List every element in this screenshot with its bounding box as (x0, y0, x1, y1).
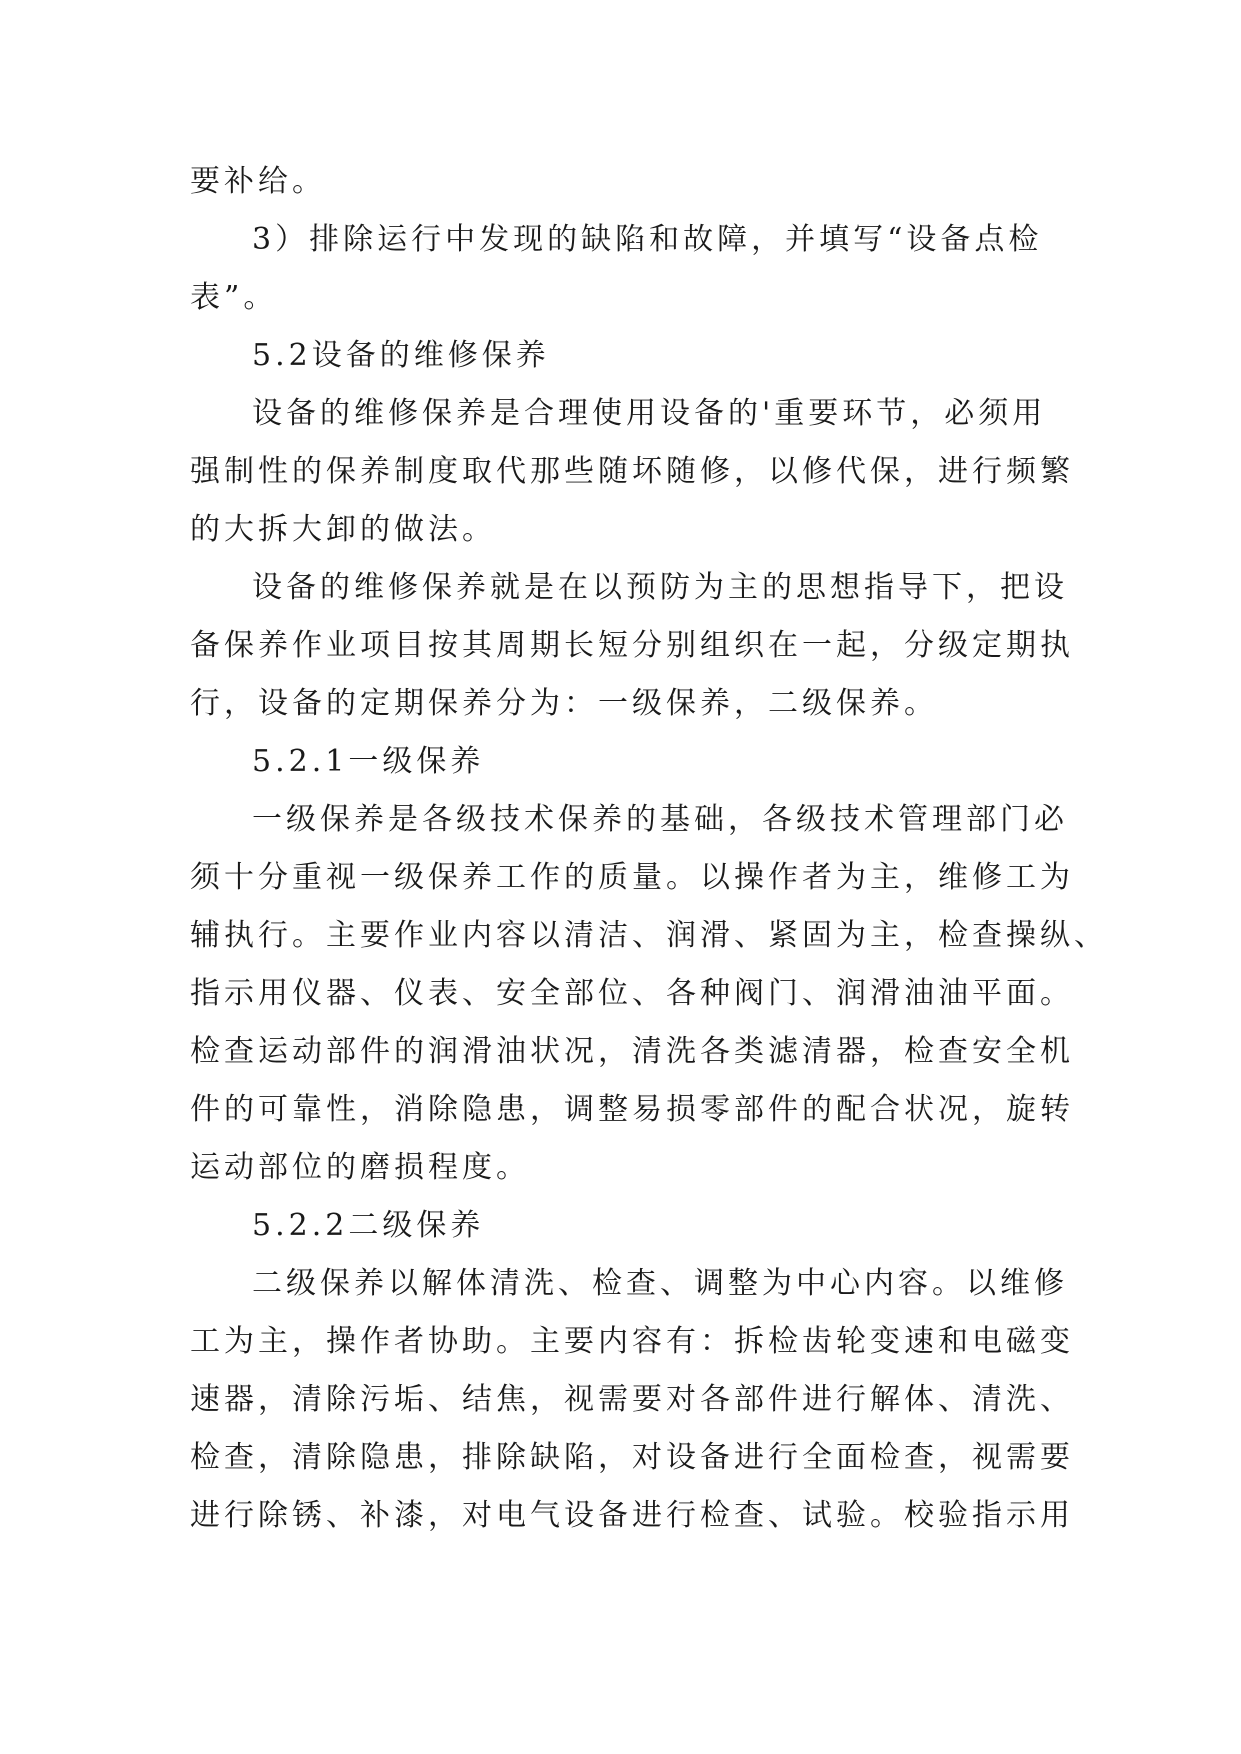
text-line: 辅执行。主要作业内容以清洁、润滑、紧固为主，检查操纵、 (190, 918, 1108, 953)
section-heading: 5.2.2二级保养 (252, 1208, 485, 1243)
text-line: 速器，清除污垢、结焦，视需要对各部件进行解体、清洗、 (190, 1382, 1074, 1417)
text-line: 检查运动部件的润滑油状况，清洗各类滤清器，检查安全机 (190, 1034, 1074, 1069)
document-body (190, 153, 1108, 1545)
text-line: 的大拆大卸的做法。 (190, 512, 496, 547)
text-line: 表”。 (190, 280, 278, 315)
text-line: 检查，清除隐患，排除缺陷，对设备进行全面检查，视需要 (190, 1440, 1074, 1475)
text-line: 件的可靠性，消除隐患，调整易损零部件的配合状况，旋转 (190, 1092, 1074, 1127)
section-heading: 5.2设备的维修保养 (252, 338, 550, 373)
text-line: 一级保养是各级技术保养的基础，各级技术管理部门必 (252, 802, 1068, 837)
text-line: 二级保养以解体清洗、检查、调整为中心内容。以维修 (252, 1266, 1068, 1301)
text-line: 强制性的保养制度取代那些随坏随修，以修代保，进行频繁 (190, 454, 1074, 489)
section-heading: 5.2.1一级保养 (252, 744, 485, 779)
text-line: 3）排除运行中发现的缺陷和故障，并填写“设备点检 (252, 222, 1043, 257)
text-line: 指示用仪器、仪表、安全部位、各种阀门、润滑油油平面。 (190, 976, 1074, 1011)
text-line: 须十分重视一级保养工作的质量。以操作者为主，维修工为 (190, 860, 1074, 895)
text-line: 进行除锈、补漆，对电气设备进行检查、试验。校验指示用 (190, 1498, 1074, 1533)
text-line: 工为主，操作者协助。主要内容有：拆检齿轮变速和电磁变 (190, 1324, 1074, 1359)
text-line: 运动部位的磨损程度。 (190, 1150, 530, 1185)
text-line: 行，设备的定期保养分为：一级保养，二级保养。 (190, 686, 938, 721)
text-line: 设备的维修保养是合理使用设备的'重要环节，必须用 (252, 396, 1047, 431)
text-line: 设备的维修保养就是在以预防为主的思想指导下，把设 (252, 570, 1068, 605)
text-line: 要补给。 (190, 164, 326, 199)
text-line: 备保养作业项目按其周期长短分别组织在一起，分级定期执 (190, 628, 1074, 663)
